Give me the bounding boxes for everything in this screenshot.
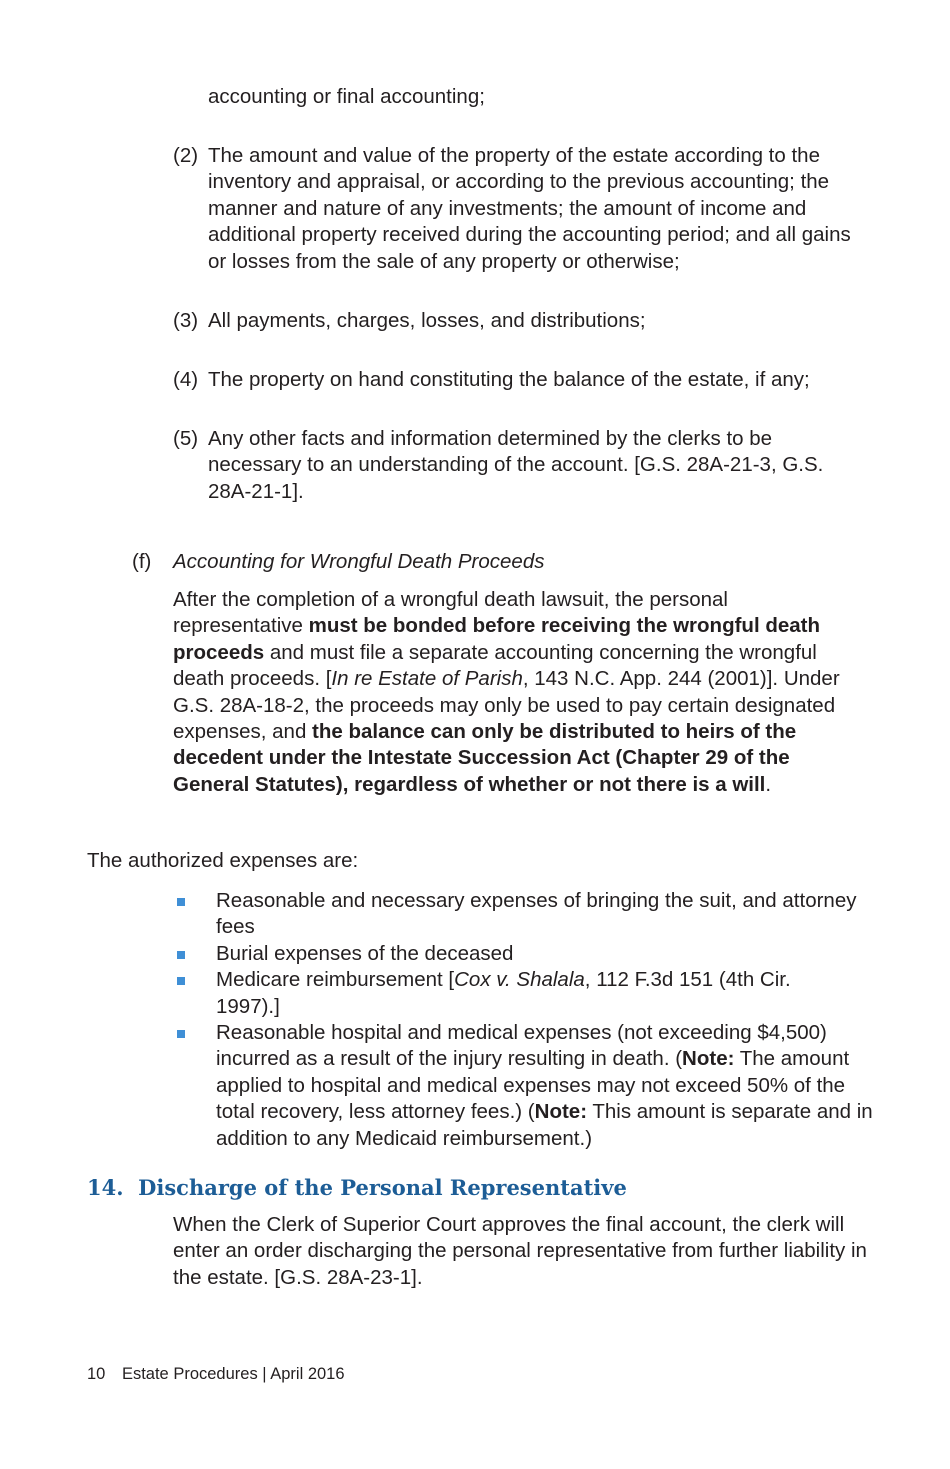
case-citation: In re Estate of Parish	[331, 667, 523, 691]
item-number: (5)	[173, 427, 199, 450]
subsection-f-heading	[132, 549, 872, 575]
bullet-square-icon	[177, 1030, 185, 1038]
page-footer	[87, 1361, 345, 1387]
item-number: (3)	[173, 309, 199, 332]
item-text: The amount and value of the property of the estate according to the inventory and appraisal, or according to the previous accounting; the manner and nature of any investments; the amount of income and additional property received during the accounting period; and all gains or losses from the sale of any property or otherwise;	[208, 144, 851, 273]
paragraph-text: , 143 N.C. App. 244 (2001)]. Under G.S. 28A-18-2, the proceeds may only be used to pay certain designated expenses, and	[173, 667, 840, 744]
paragraph-text: After the completion of a wrongful death lawsuit, the personal representative	[173, 588, 728, 638]
list-item	[175, 967, 821, 1020]
bullet-square-icon	[177, 977, 185, 985]
list-item-5	[173, 426, 873, 505]
bullet-text: Reasonable hospital and medical expenses (not exceeding $4,500) incurred as a result of the injury resulting in death. (	[216, 1021, 827, 1071]
document-title: Estate Procedures | April 2016	[121, 1365, 345, 1383]
list-item-4	[173, 367, 873, 393]
bullet-text: This amount is separate and in addition to any Medicaid reimbursement.)	[216, 1100, 873, 1150]
bullet-text: Reasonable and necessary expenses of bringing the suit, and attorney fees	[216, 889, 857, 939]
bullet-text: Burial expenses of the deceased	[216, 941, 514, 965]
wrongful-death-paragraph	[173, 587, 863, 798]
bullet-text: , 112 F.3d 151 (4th Cir. 1997).]	[216, 968, 791, 1018]
case-citation: Cox v. Shalala	[454, 968, 585, 992]
list-item-3	[173, 308, 873, 334]
continuation-text: accounting or final accounting;	[208, 85, 485, 108]
expenses-list	[175, 888, 875, 1152]
note-label: Note:	[534, 1100, 588, 1124]
item-text: Any other facts and information determined by the clerks to be necessary to an understanding of the account. [G.S. 28A-21-3, G.S. 28A-21-1].	[208, 427, 824, 503]
bold-text: the balance can only be distributed to heirs of the decedent under the Intestate Succession Act (Chapter 29 of the General Statutes), regardless of whether or not there is a will	[173, 720, 797, 796]
list-item	[175, 1020, 875, 1152]
note-label: Note:	[682, 1047, 735, 1071]
list-item-2	[173, 143, 873, 275]
item-number: (2)	[173, 144, 199, 167]
bullet-square-icon	[177, 951, 185, 959]
subsection-title: Accounting for Wrongful Death Proceeds	[173, 550, 545, 573]
list-item	[175, 941, 875, 967]
item-text: The property on hand constituting the balance of the estate, if any;	[208, 368, 810, 391]
list-item	[175, 888, 875, 941]
bullet-square-icon	[177, 898, 185, 906]
paragraph-text: .	[765, 772, 772, 796]
paragraph-text: and must file a separate accounting concerning the wrongful death proceeds. [	[173, 640, 817, 691]
subsection-label: (f)	[132, 550, 152, 573]
bullet-text: Medicare reimbursement [	[216, 968, 455, 992]
item-number: (4)	[173, 368, 199, 391]
item-text: All payments, charges, losses, and distributions;	[208, 309, 646, 332]
discharge-paragraph: When the Clerk of Superior Court approves the final account, the clerk will enter an order discharging the personal representative from further liability in the estate. [G.S. 28A-23-1].	[173, 1213, 867, 1289]
bullet-text: The amount applied to hospital and medical expenses may not exceed 50% of the total recovery, less attorney fees.) (	[216, 1047, 850, 1124]
bold-text: must be bonded before receiving the wrongful death proceeds	[173, 614, 821, 664]
section-heading: 14. Discharge of the Personal Representative	[87, 1175, 627, 1200]
page-number: 10	[87, 1365, 106, 1383]
expenses-intro: The authorized expenses are:	[87, 849, 359, 872]
